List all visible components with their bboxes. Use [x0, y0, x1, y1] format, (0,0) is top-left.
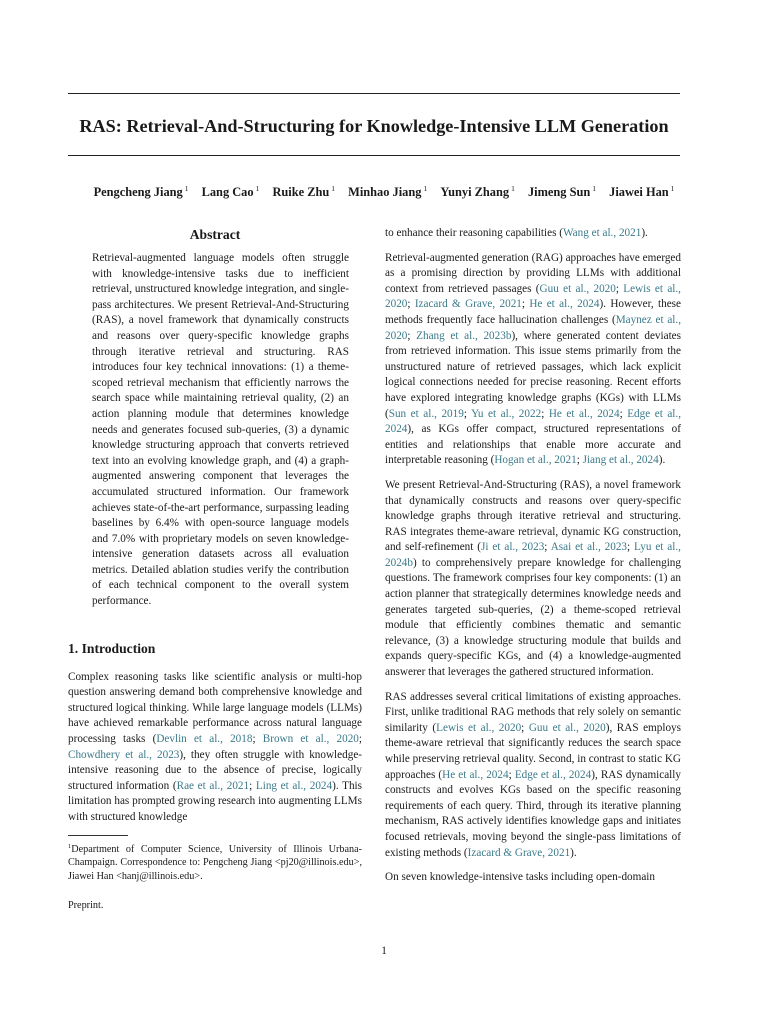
author-list	[40, 181, 728, 200]
citation-link[interactable]: Guu et al., 2020	[539, 282, 616, 295]
citation-link[interactable]: Guu et al., 2020	[528, 721, 606, 734]
citation-link[interactable]: Chowdhery et al., 2023	[68, 748, 180, 761]
citation-link[interactable]: He et al., 2024	[529, 298, 600, 311]
right-column	[385, 226, 681, 895]
intro-paragraph-3: We present Retrieval-And-Structuring (RAS), a novel framework that dynamically constructs and reasons over query-specific knowledge graphs through iterative retrieval and structuring. RAS integrates theme-aware retrieval, dynamic KG construction, and self-refinement (Ji et al., 2023; Asai et al., 2023; Lyu et al., 2024b) to comprehensively prepare knowledge for challenging questions. The framework comprises four key components: (1) an action planner that strategically determines knowledge needs and generates targeted sub-queries, (2) a theme-scoped retrieval module that efficiently combines thematic and semantic relevance, (3) a knowledge structuring module that builds and expands query-specific KGs, and (4) a knowledge-augmented answerer that leverages the gathered structured information.	[385, 478, 681, 679]
intro-paragraph-5: On seven knowledge-intensive tasks including open-domain	[385, 871, 655, 884]
citation-link[interactable]: Izacard & Grave, 2021	[414, 298, 522, 311]
footnote-rule	[68, 835, 128, 836]
abstract-heading: Abstract	[189, 227, 241, 242]
author: Ruike Zhu $^1$	[272, 184, 336, 199]
paper-title: RAS: Retrieval-And-Structuring for Knowledge-Intensive LLM Generation	[79, 116, 669, 136]
left-column	[68, 226, 362, 914]
citation-link[interactable]: Ling et al., 2024	[255, 779, 333, 792]
citation-link[interactable]: Yu et al., 2022	[471, 407, 542, 420]
citation-link[interactable]: Rae et al., 2021	[176, 779, 250, 792]
citation-link[interactable]: He et al., 2024	[442, 768, 509, 781]
intro-paragraph-1: Complex reasoning tasks like scientific analysis or multi-hop question answering demand both comprehensive knowledge and structured logical thinking. While large language models (LLMs) have achieved remarkable performance across natural language processing tasks (Devlin et al., 2018; Brown et al., 2020; Chowdhery et al., 2023), they often struggle with knowledge-intensive reasoning due to the absence of precise, logically structured information (Rae et al., 2021; Ling et al., 2024). This limitation has prompted growing research into augmenting LLMs with structured knowledge	[68, 670, 363, 823]
citation-link[interactable]: Edge et al., 2024	[514, 768, 592, 781]
author: Jimeng Sun $^1$	[527, 184, 597, 199]
citation-link[interactable]: Hogan et al., 2021	[494, 454, 577, 467]
citation-link[interactable]: Lewis et al., 2020	[385, 282, 681, 311]
citation-link[interactable]: Wang et al., 2021	[563, 227, 642, 239]
author: Lang Cao $^1$	[201, 184, 260, 199]
page-number: 1	[381, 945, 387, 957]
citation-link[interactable]: Sun et al., 2019	[388, 407, 464, 420]
affiliation-footnote: $^1$Department of Computer Science, University of Illinois Urbana-Champaign. Correspondence to: Pengcheng Jiang <pj20@illinois.edu>, Jiawei Han <hanj@illinois.edu>.	[68, 842, 362, 882]
citation-link[interactable]: Izacard & Grave, 2021	[467, 846, 571, 859]
title-rule-top	[68, 93, 680, 94]
citation-link[interactable]: Zhang et al., 2023b	[416, 329, 512, 342]
author: Pengcheng Jiang $^1$	[93, 184, 189, 199]
preprint-notice: Preprint.	[68, 900, 104, 912]
abstract-body: Retrieval-augmented language models often struggle with knowledge-intensive tasks due to inefficient retrieval, unstructured knowledge integration, and single-pass architectures. We present Retrieval-And-Structuring (RAS), a novel framework that dynamically constructs and reasons over query-specific knowledge graphs through iterative retrieval and structuring. RAS introduces four key technical innovations: (1) a theme-scoped retrieval mechanism that efficiently narrows the search space while maintaining retrieval quality, (2) an action planning module that determines knowledge needs and generates focused sub-queries, (3) a dynamic knowledge structuring approach that converts retrieved text into an evolving knowledge graph, and (4) a graph-augmented answering component that leverages the accumulated structured information. Our framework achieves state-of-the-art performance, surpassing leading baselines by 6.4% with open-source language models and 7.0% with proprietary models on seven knowledge-intensive generation datasets across all evaluation metrics. Detailed ablation studies verify the contribution of each technical component to the overall system performance.	[92, 252, 349, 608]
citation-link[interactable]: Ji et al., 2023	[481, 541, 545, 554]
intro-paragraph-2: Retrieval-augmented generation (RAG) approaches have emerged as a promising direction by providing LLMs with additional context from retrieved passages (Guu et al., 2020; Lewis et al., 2020; Izacard & Grave, 2021; He et al., 2024). However, these methods frequently face hallucination challenges (Maynez et al., 2020; Zhang et al., 2023b), where generated content deviates from retrieved information. This issue stems primarily from the unstructured nature of retrieved passages, which lack explicit logical connections needed for precise reasoning. Recent efforts have explored integrating knowledge graphs (KGs) with LLMs (Sun et al., 2019; Yu et al., 2022; He et al., 2024; Edge et al., 2024), as KGs offer compact, structured representations of entities and relationships that enable more accurate and interpretable reasoning (Hogan et al., 2021; Jiang et al., 2024).	[385, 251, 681, 467]
author: Yunyi Zhang $^1$	[440, 184, 515, 199]
citation-link[interactable]: Maynez et al., 2020	[385, 313, 681, 342]
intro-paragraph-4: RAS addresses several critical limitations of existing approaches. First, unlike traditional RAG methods that rely solely on semantic similarity (Lewis et al., 2020; Guu et al., 2020), RAS employs theme-aware retrieval that significantly reduces the search space while preserving retrieval quality. Second, in contrast to static KG approaches (He et al., 2024; Edge et al., 2024), RAS dynamically constructs and evolves KGs based on the specific reasoning requirements of each query. Third, through its iterative planning mechanism, RAS actively identifies knowledge gaps and initiates focused retrievals, moving beyond the single-pass limitations of existing methods (Izacard & Grave, 2021).	[385, 690, 682, 859]
citation-link[interactable]: Devlin et al., 2018	[156, 733, 253, 746]
title-rule-bottom	[68, 155, 680, 156]
citation-link[interactable]: Jiang et al., 2024	[582, 454, 659, 467]
section-heading-introduction: 1. Introduction	[68, 640, 156, 656]
intro-paragraph-1-continued: to enhance their reasoning capabilities (Wang et al., 2021).	[385, 227, 648, 239]
author: Minhao Jiang $^1$	[348, 184, 428, 199]
citation-link[interactable]: Asai et al., 2023	[550, 541, 628, 554]
citation-link[interactable]: He et al., 2024	[548, 407, 620, 420]
author: Jiawei Han $^1$	[609, 184, 675, 199]
citation-link[interactable]: Lyu et al., 2024b	[385, 541, 681, 569]
citation-link[interactable]: Edge et al., 2024	[385, 407, 681, 436]
citation-link[interactable]: Lewis et al., 2020	[436, 721, 522, 734]
citation-link[interactable]: Brown et al., 2020	[262, 733, 359, 746]
